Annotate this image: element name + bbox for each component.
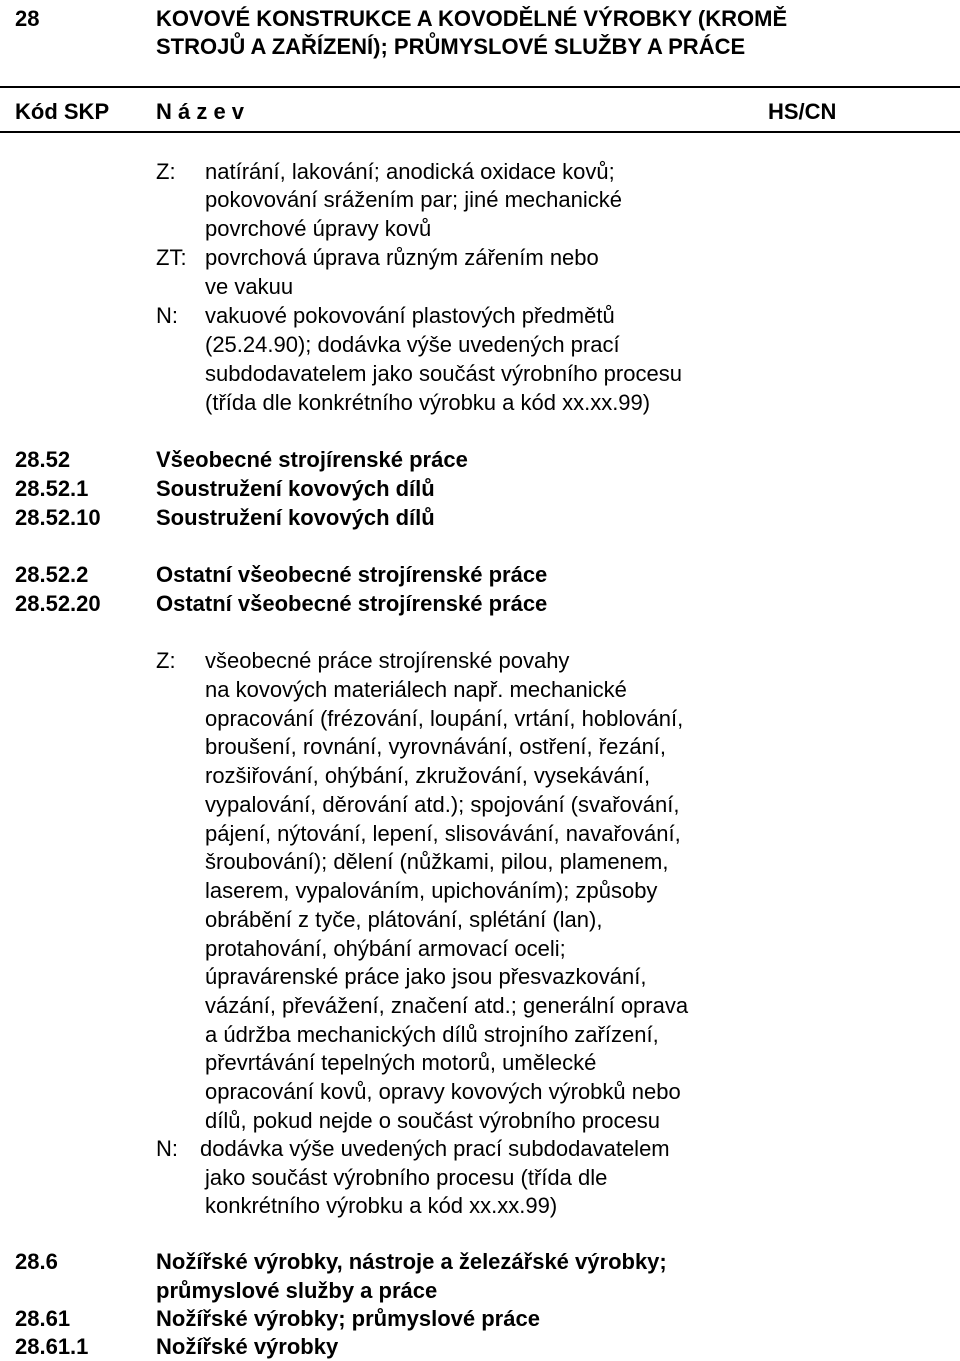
zt-label: ZT: — [156, 245, 187, 270]
entry-name-cont: průmyslové služby a práce — [156, 1278, 438, 1303]
entry-code: 28.61.1 — [15, 1334, 89, 1359]
note-line: obrábění z tyče, plátování, splétání (lan), — [205, 907, 603, 932]
header-hs-cn: HS/CN — [768, 99, 837, 124]
note-line: na kovových materiálech např. mechanické — [205, 677, 627, 702]
chapter-title-line-1: KOVOVÉ KONSTRUKCE A KOVODĚLNÉ VÝROBKY (KROMĚ — [156, 6, 788, 31]
note-line: natírání, lakování; anodická oxidace kovů; — [205, 159, 615, 184]
note-line: opracování kovů, opravy kovových výrobků nebo — [205, 1079, 681, 1104]
note-line: pokovování srážením par; jiné mechanické — [205, 187, 622, 212]
note-line: (třída dle konkrétního výrobku a kód xx.xx.99) — [205, 390, 651, 415]
entry-code: 28.61 — [15, 1306, 71, 1331]
n-label: N: — [156, 303, 178, 328]
entry-code: 28.6 — [15, 1249, 58, 1274]
header-bottom-rule — [0, 131, 960, 133]
n-label: N: — [156, 1136, 178, 1161]
note-line: subdodavatelem jako součást výrobního procesu — [205, 361, 682, 386]
entry-code: 28.52.20 — [15, 591, 101, 616]
entry-code: 28.52 — [15, 447, 71, 472]
note-line: ve vakuu — [205, 274, 294, 299]
z-label: Z: — [156, 159, 176, 184]
entry-name: Nožířské výrobky; průmyslové práce — [156, 1306, 540, 1331]
note-line: vypalování, děrování atd.); spojování (svařování, — [205, 792, 680, 817]
note-line: úpravárenské práce jako jsou přesvazkování, — [205, 964, 647, 989]
note-line: laserem, vypalováním, upichováním); způsoby — [205, 878, 658, 903]
entry-code: 28.52.2 — [15, 562, 89, 587]
note-line: vakuové pokovování plastových předmětů — [205, 303, 615, 328]
note-line: vázání, převážení, značení atd.; generální oprava — [205, 993, 689, 1018]
entry-name: Soustružení kovových dílů — [156, 505, 435, 530]
entry-name: Všeobecné strojírenské práce — [156, 447, 468, 472]
note-line: a údržba mechanických dílů strojního zařízení, — [205, 1022, 659, 1047]
note-line: šroubování); dělení (nůžkami, pilou, plamenem, — [205, 849, 669, 874]
entry-name: Ostatní všeobecné strojírenské práce — [156, 562, 548, 587]
note-line: protahování, ohýbání armovací oceli; — [205, 936, 566, 961]
note-line: broušení, rovnání, vyrovnávání, ostření, řezání, — [205, 734, 667, 759]
note-line: konkrétního výrobku a kód xx.xx.99) — [205, 1193, 558, 1218]
z-label: Z: — [156, 648, 176, 673]
entry-name: Nožířské výrobky, nástroje a železářské výrobky; — [156, 1249, 667, 1274]
note-line: dodávka výše uvedených prací subdodavatelem — [200, 1136, 670, 1161]
note-line: pájení, nýtování, lepení, slisovávání, navařování, — [205, 821, 681, 846]
note-line: dílů, pokud nejde o součást výrobního procesu — [205, 1108, 660, 1133]
header-code: Kód SKP — [15, 99, 110, 124]
chapter-number: 28 — [15, 6, 40, 31]
entry-name: Nožířské výrobky — [156, 1334, 339, 1359]
entry-code: 28.52.1 — [15, 476, 89, 501]
note-line: všeobecné práce strojírenské povahy — [205, 648, 570, 673]
note-line: povrchová úprava různým zářením nebo — [205, 245, 599, 270]
note-line: opracování (frézování, loupání, vrtání, hoblování, — [205, 706, 684, 731]
entry-code: 28.52.10 — [15, 505, 101, 530]
chapter-title-line-2: STROJŮ A ZAŘÍZENÍ); PRŮMYSLOVÉ SLUŽBY A PRÁCE — [156, 34, 746, 59]
entry-name: Soustružení kovových dílů — [156, 476, 435, 501]
note-line: (25.24.90); dodávka výše uvedených prací — [205, 332, 620, 357]
entry-name: Ostatní všeobecné strojírenské práce — [156, 591, 548, 616]
header-name: N á z e v — [156, 99, 245, 124]
note-line: povrchové úpravy kovů — [205, 216, 432, 241]
note-line: rozšiřování, ohýbání, zkružování, vysekávání, — [205, 763, 651, 788]
header-top-rule — [0, 86, 960, 88]
note-line: převrtávání tepelných motorů, umělecké — [205, 1050, 597, 1075]
note-line: jako součást výrobního procesu (třída dle — [205, 1165, 608, 1190]
